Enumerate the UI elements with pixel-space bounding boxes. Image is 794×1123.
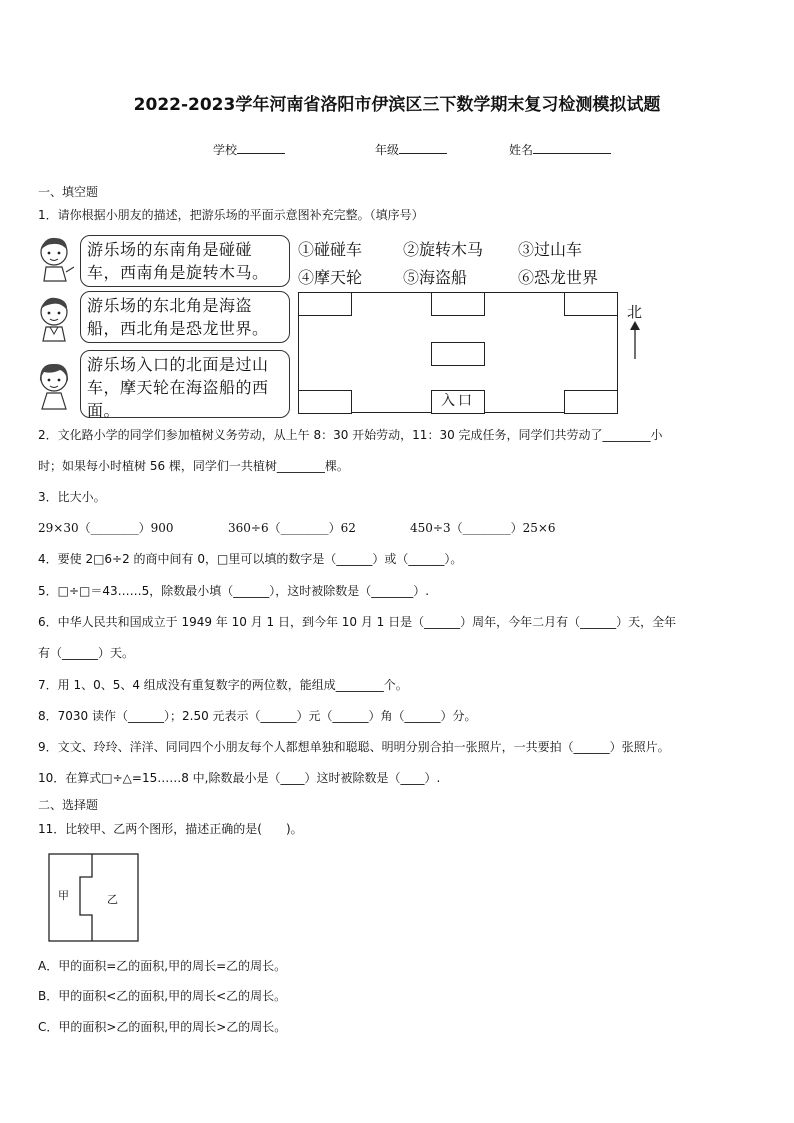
question-2-line-1: 2．文化路小学的同学们参加植树义务劳动，从上午 8：30 开始劳动，11：30 完成任务，同学们共劳动了________小 [38,428,663,442]
school-field [213,141,285,158]
question-5-text: 5．□÷□＝43……5，除数最小填（______），这时被除数是（_______）. [38,584,430,598]
name-blank[interactable] [533,141,611,154]
option-3: ③过山车 [518,240,583,259]
choice-option-c[interactable]: C．甲的面积>乙的面积,甲的周长>乙的周长。 [38,1020,287,1034]
question-9-text: 9．文文、玲玲、洋洋、同同四个小朋友每个人都想单独和聪聪、明明分别合拍一张照片，一共要拍（______）张照片。 [38,740,670,754]
map-cell-north[interactable] [431,292,485,316]
question-11-text: 11．比较甲、乙两个图形，描述正确的是( )。 [38,822,303,836]
compare-item-2: 360÷6（________）62 [228,521,356,535]
child-avatar-2-icon [36,294,76,342]
child-avatar-1-icon [36,234,76,282]
option-2: ②旋转木马 [403,240,484,259]
map-cell-southeast[interactable] [564,390,618,414]
question-8-text: 8．7030 读作（______）；2.50 元表示（______）元（______）角（______）分。 [38,709,477,723]
name-field [509,141,611,158]
question-3-text: 3．比大小。 [38,490,106,504]
speech-bubble-3: 游乐场入口的北面是过山车，摩天轮在海盗船的西面。 [80,350,290,418]
name-label: 姓名 [509,143,534,157]
choice-option-a[interactable]: A．甲的面积=乙的面积,甲的周长=乙的周长。 [38,959,287,973]
option-4: ④摩天轮 [298,268,363,287]
question-4-text: 4．要使 2□6÷2 的商中间有 0，□里可以填的数字是（______）或（______）。 [38,552,463,566]
option-5: ⑤海盗船 [403,268,468,287]
speech-bubble-2: 游乐场的东北角是海盗船，西北角是恐龙世界。 [80,291,290,343]
entrance-label: 入口 [431,390,485,414]
map-cell-northwest[interactable] [298,292,352,316]
speech-bubble-1: 游乐场的东南角是碰碰车，西南角是旋转木马。 [80,235,290,287]
section-fill-blank: 一、填空题 [38,185,99,199]
grade-label: 年级 [375,143,400,157]
compare-item-3: 450÷3（________）25×6 [410,521,556,535]
grade-blank[interactable] [399,141,447,154]
section-choice: 二、选择题 [38,798,99,812]
shape-label-a: 甲 [58,889,69,902]
question-6-line-2: 有（______）天。 [38,646,135,660]
option-6: ⑥恐龙世界 [518,268,599,287]
option-1: ①碰碰车 [298,240,363,259]
page-title: 2022-2023学年河南省洛阳市伊滨区三下数学期末复习检测模拟试题 [133,95,661,115]
question-2-line-2: 时；如果每小时植树 56 棵，同学们一共植树________棵。 [38,459,349,473]
school-label: 学校 [213,143,238,157]
question-1-text: 1．请你根据小朋友的描述，把游乐场的平面示意图补充完整。（填序号） [38,208,424,222]
north-arrow-icon [628,320,642,360]
map-cell-northeast[interactable] [564,292,618,316]
question-10-text: 10．在算式□÷△=15……8 中,除数最小是（____）这时被除数是（____）. [38,771,441,785]
map-cell-southwest[interactable] [298,390,352,414]
shape-label-b: 乙 [107,893,118,906]
choice-option-b[interactable]: B．甲的面积<乙的面积,甲的周长<乙的周长。 [38,989,287,1003]
north-label: 北 [627,303,643,321]
child-avatar-3-icon [36,360,76,410]
grade-field [375,141,447,158]
map-cell-center[interactable] [431,342,485,366]
compare-item-1: 29×30（________）900 [38,521,174,535]
question-7-text: 7．用 1、0、5、4 组成没有重复数字的两位数，能组成________个。 [38,678,408,692]
question-6-line-1: 6．中华人民共和国成立于 1949 年 10 月 1 日，到今年 10 月 1 日是（______）周年，今年二月有（______）天，全年 [38,615,677,629]
school-blank[interactable] [237,141,285,154]
park-map [298,292,618,413]
